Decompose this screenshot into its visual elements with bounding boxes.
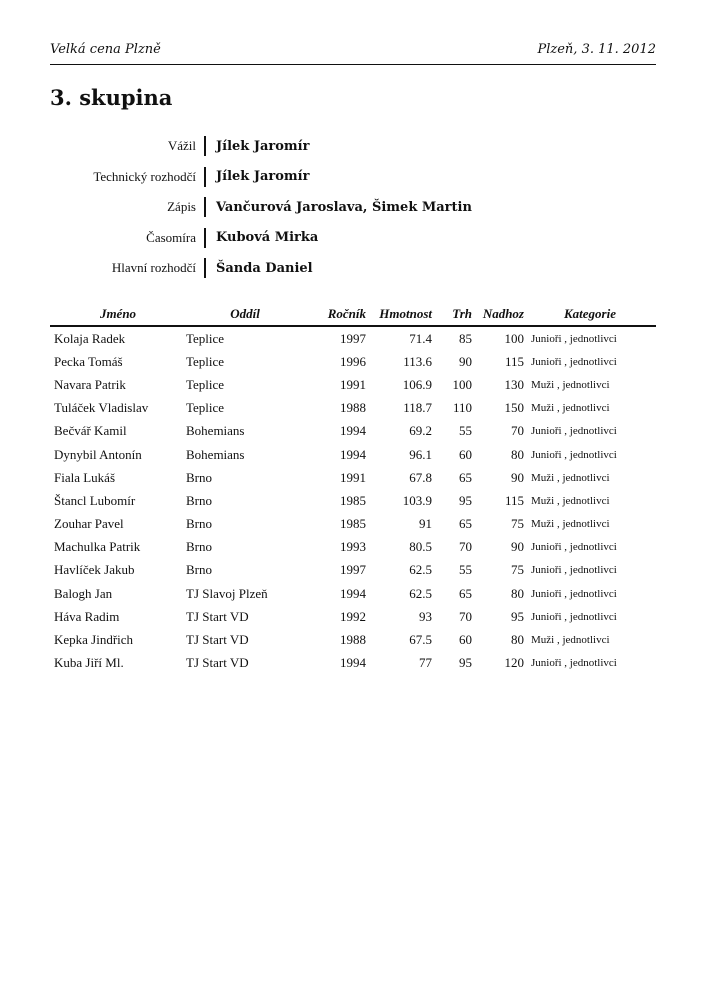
official-name: Jílek Jaromír: [216, 138, 310, 154]
column-header-weight: Hmotnost: [366, 303, 432, 326]
cell-weight: 62.5: [409, 562, 432, 578]
table-row: [50, 536, 656, 559]
cell-weight: 80.5: [409, 539, 432, 555]
official-row: [50, 162, 656, 193]
table-row: [50, 397, 656, 420]
cell-clean-jerk: 80: [511, 585, 524, 601]
cell-snatch: 65: [459, 516, 472, 532]
cell-category: Muži , jednotlivci: [531, 471, 610, 484]
cell-category: Muži , jednotlivci: [531, 378, 610, 391]
column-header-club: Oddíl: [186, 303, 304, 326]
cell-club: Brno: [186, 562, 212, 578]
table-row: [50, 628, 656, 651]
cell-name: Balogh Jan: [54, 585, 113, 601]
cell-name: Háva Radim: [54, 608, 120, 624]
cell-category: Junioři , jednotlivci: [531, 564, 617, 577]
cell-category: Junioři , jednotlivci: [531, 448, 617, 461]
cell-snatch: 60: [459, 446, 472, 462]
cell-club: TJ Slavoj Plzeň: [186, 585, 268, 601]
cell-name: Zouhar Pavel: [54, 516, 124, 532]
cell-club: Bohemians: [186, 446, 245, 462]
cell-name: Havlíček Jakub: [54, 562, 135, 578]
official-row: [50, 253, 656, 284]
cell-category: Muži , jednotlivci: [531, 518, 610, 531]
cell-birth-year: 1988: [340, 632, 366, 648]
cell-birth-year: 1997: [340, 330, 366, 346]
cell-snatch: 95: [459, 492, 472, 508]
cell-weight: 62.5: [409, 585, 432, 601]
cell-weight: 71.4: [409, 330, 432, 346]
cell-birth-year: 1994: [340, 655, 366, 671]
cell-club: Brno: [186, 539, 212, 555]
official-divider: [204, 197, 206, 217]
cell-clean-jerk: 150: [504, 400, 524, 416]
cell-birth-year: 1996: [340, 353, 366, 369]
cell-club: Teplice: [186, 353, 225, 369]
table-row: [50, 350, 656, 373]
results-table: [50, 303, 656, 675]
cell-snatch: 65: [459, 585, 472, 601]
cell-snatch: 55: [459, 423, 472, 439]
table-row: [50, 466, 656, 489]
cell-category: Muži , jednotlivci: [531, 402, 610, 415]
cell-snatch: 85: [459, 330, 472, 346]
table-row: [50, 489, 656, 512]
table-row: [50, 559, 656, 582]
cell-birth-year: 1988: [340, 400, 366, 416]
table-row: [50, 652, 656, 675]
cell-snatch: 60: [459, 632, 472, 648]
table-row: [50, 443, 656, 466]
cell-clean-jerk: 90: [511, 539, 524, 555]
cell-name: Dynybil Antonín: [54, 446, 142, 462]
official-divider: [204, 136, 206, 156]
cell-birth-year: 1997: [340, 562, 366, 578]
official-divider: [204, 228, 206, 248]
cell-birth-year: 1994: [340, 423, 366, 439]
cell-name: Bečvář Kamil: [54, 423, 127, 439]
cell-weight: 118.7: [403, 400, 432, 416]
official-row: [50, 223, 656, 254]
event-name: Velká cena Plzně: [50, 42, 161, 57]
cell-clean-jerk: 75: [511, 516, 524, 532]
cell-category: Junioři , jednotlivci: [531, 610, 617, 623]
table-row: [50, 582, 656, 605]
cell-birth-year: 1994: [340, 446, 366, 462]
column-header-clean-jerk: Nadhoz: [472, 303, 524, 326]
cell-weight: 91: [419, 516, 432, 532]
cell-weight: 77: [419, 655, 432, 671]
official-divider: [204, 258, 206, 278]
table-row: [50, 326, 656, 350]
cell-snatch: 70: [459, 608, 472, 624]
column-header-snatch: Trh: [432, 303, 472, 326]
cell-name: Štancl Lubomír: [54, 492, 136, 508]
cell-club: Bohemians: [186, 423, 245, 439]
cell-snatch: 55: [459, 562, 472, 578]
table-row: [50, 513, 656, 536]
cell-category: Muži , jednotlivci: [531, 494, 610, 507]
cell-snatch: 70: [459, 539, 472, 555]
cell-name: Kepka Jindřich: [54, 632, 134, 648]
column-header-category: Kategorie: [524, 303, 656, 326]
page-title: 3. skupina: [50, 85, 173, 110]
cell-name: Pecka Tomáš: [54, 353, 123, 369]
cell-clean-jerk: 115: [504, 353, 524, 369]
official-name: Kubová Mirka: [216, 230, 319, 246]
cell-snatch: 100: [452, 376, 472, 392]
cell-weight: 67.8: [409, 469, 432, 485]
column-header-birth-year: Ročník: [304, 303, 366, 326]
cell-category: Junioři , jednotlivci: [531, 541, 617, 554]
official-role: Hlavní rozhodčí: [111, 260, 196, 276]
cell-birth-year: 1994: [340, 585, 366, 601]
cell-category: Junioři , jednotlivci: [531, 657, 617, 670]
cell-name: Tuláček Vladislav: [54, 400, 149, 416]
cell-snatch: 90: [459, 353, 472, 369]
cell-snatch: 65: [459, 469, 472, 485]
official-role: Časomíra: [146, 229, 196, 245]
cell-snatch: 110: [452, 400, 472, 416]
cell-name: Kuba Jiří Ml.: [54, 655, 124, 671]
official-role: Vážil: [167, 138, 196, 154]
page-header: [50, 42, 656, 65]
cell-weight: 93: [419, 608, 432, 624]
officials-list: [50, 131, 656, 284]
table-body: [50, 326, 656, 675]
official-name: Vančurová Jaroslava, Šimek Martin: [216, 199, 472, 215]
cell-weight: 106.9: [402, 376, 432, 392]
cell-category: Junioři , jednotlivci: [531, 587, 617, 600]
cell-weight: 96.1: [409, 446, 432, 462]
official-row: [50, 131, 656, 162]
cell-clean-jerk: 75: [511, 562, 524, 578]
cell-clean-jerk: 90: [511, 469, 524, 485]
cell-club: Brno: [186, 469, 212, 485]
cell-club: Teplice: [186, 376, 225, 392]
official-name: Jílek Jaromír: [216, 169, 310, 185]
cell-birth-year: 1991: [340, 469, 366, 485]
cell-clean-jerk: 130: [504, 376, 524, 392]
cell-weight: 69.2: [409, 423, 432, 439]
cell-weight: 103.9: [402, 492, 432, 508]
cell-category: Junioři , jednotlivci: [531, 332, 617, 345]
cell-club: Brno: [186, 516, 212, 532]
table-row: [50, 373, 656, 396]
cell-club: TJ Start VD: [186, 608, 249, 624]
cell-birth-year: 1991: [340, 376, 366, 392]
table-header: [50, 303, 656, 326]
cell-club: Teplice: [186, 400, 225, 416]
cell-clean-jerk: 100: [504, 330, 524, 346]
cell-weight: 67.5: [409, 632, 432, 648]
cell-birth-year: 1992: [340, 608, 366, 624]
official-role: Technický rozhodčí: [93, 168, 196, 184]
table-row: [50, 605, 656, 628]
cell-clean-jerk: 80: [511, 446, 524, 462]
cell-clean-jerk: 120: [504, 655, 524, 671]
cell-category: Junioři , jednotlivci: [531, 355, 617, 368]
cell-clean-jerk: 80: [511, 632, 524, 648]
table-row: [50, 420, 656, 443]
place-date: Plzeň, 3. 11. 2012: [537, 42, 656, 57]
cell-clean-jerk: 115: [504, 492, 524, 508]
cell-weight: 113.6: [403, 353, 432, 369]
cell-name: Kolaja Radek: [54, 330, 126, 346]
cell-category: Junioři , jednotlivci: [531, 425, 617, 438]
cell-birth-year: 1985: [340, 516, 366, 532]
cell-club: TJ Start VD: [186, 655, 249, 671]
cell-name: Machulka Patrik: [54, 539, 141, 555]
official-row: [50, 192, 656, 223]
cell-snatch: 95: [459, 655, 472, 671]
header-row: [50, 303, 656, 326]
column-header-name: Jméno: [50, 303, 186, 326]
official-divider: [204, 167, 206, 187]
official-role: Zápis: [167, 199, 196, 215]
cell-category: Muži , jednotlivci: [531, 634, 610, 647]
cell-birth-year: 1993: [340, 539, 366, 555]
cell-club: Teplice: [186, 330, 225, 346]
cell-club: TJ Start VD: [186, 632, 249, 648]
cell-clean-jerk: 95: [511, 608, 524, 624]
cell-name: Fiala Lukáš: [54, 469, 116, 485]
cell-birth-year: 1985: [340, 492, 366, 508]
official-name: Šanda Daniel: [216, 260, 313, 276]
cell-clean-jerk: 70: [511, 423, 524, 439]
cell-name: Navara Patrik: [54, 376, 126, 392]
cell-club: Brno: [186, 492, 212, 508]
